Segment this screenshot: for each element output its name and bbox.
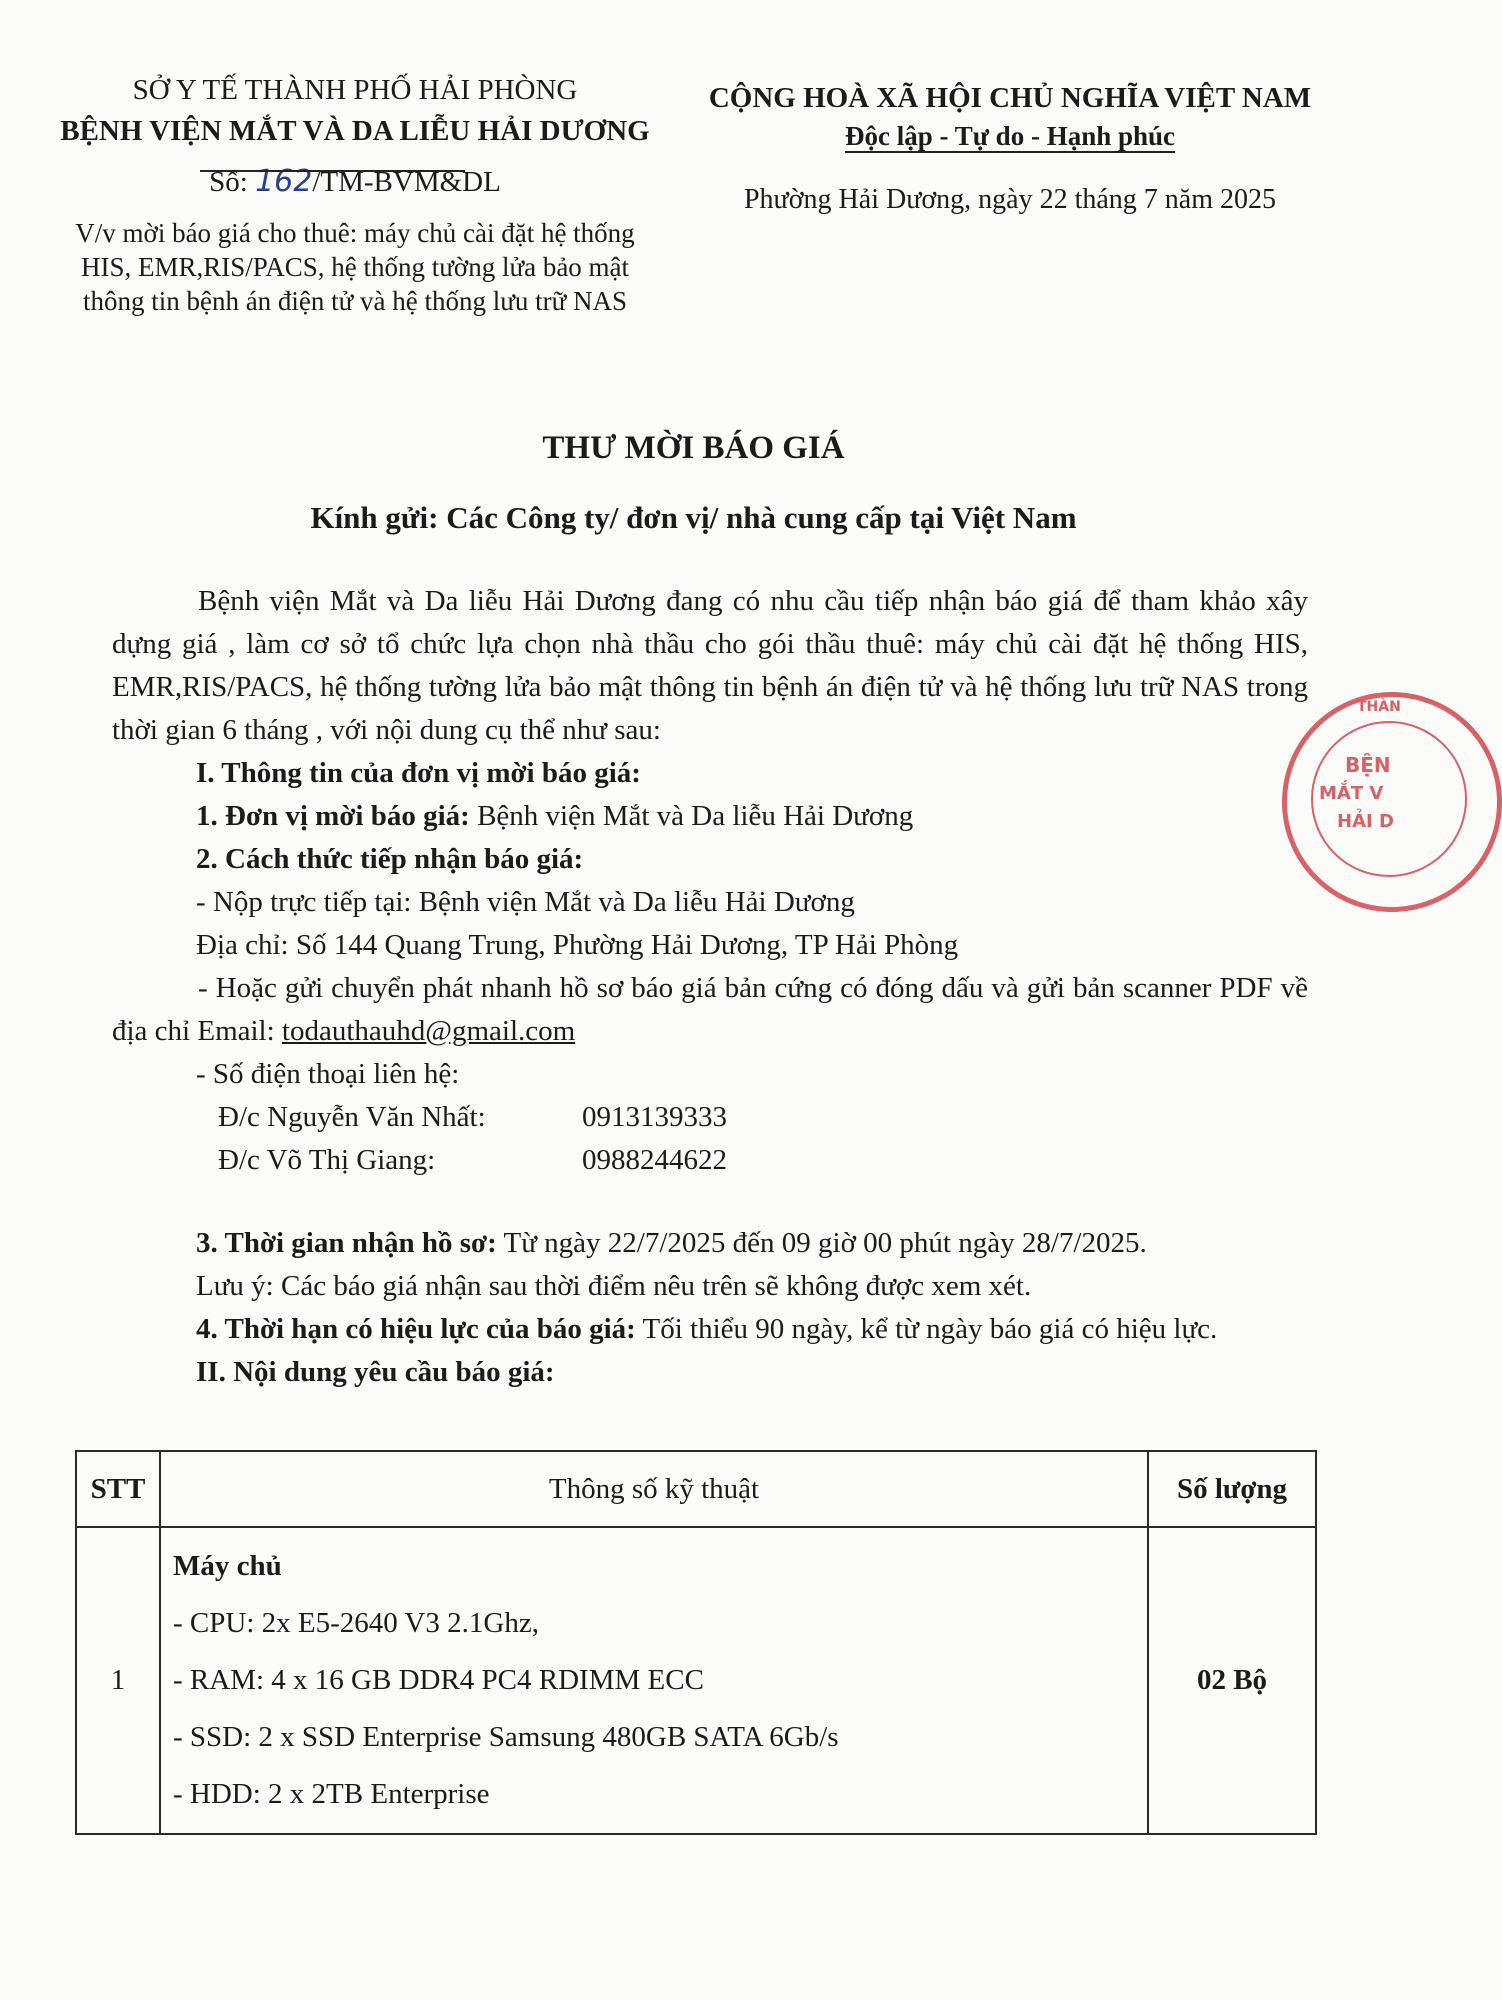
document-title: THƯ MỜI BÁO GIÁ: [542, 430, 845, 466]
document-subject: V/v mời báo giá cho thuê: máy chủ cài đặt hệ thống HIS, EMR,RIS/PACS, hệ thống tường lửa bảo mật thông tin bệnh án điện tử và hệ thống lưu trữ NAS: [75, 218, 635, 316]
letter-body: [112, 580, 1308, 1394]
column-header-specs: Thông số kỹ thuật: [160, 1451, 1148, 1527]
header-divider: [200, 170, 465, 172]
address: Địa chỉ: Số 144 Quang Trung, Phường Hải Dương, TP Hải Phòng: [196, 929, 959, 961]
issuer-block: [40, 70, 670, 318]
contact-phone: 0913139333: [582, 1101, 727, 1133]
place-date: Phường Hải Dương, ngày 22 tháng 7 năm 2025: [743, 184, 1277, 215]
column-header-stt: STT: [76, 1451, 160, 1527]
item-name: Máy chủ: [173, 1550, 282, 1582]
late-note: Lưu ý: Các báo giá nhận sau thời điểm nêu trên sẽ không được xem xét.: [196, 1270, 1032, 1302]
spec-line: - SSD: 2 x SSD Enterprise Samsung 480GB SATA 6Gb/s: [173, 1721, 839, 1753]
inviting-unit: 1. Đơn vị mời báo giá: Bệnh viện Mắt và Da liễu Hải Dương: [196, 800, 914, 832]
doc-no-suffix: /TM-BVM&DL: [312, 166, 501, 198]
receiving-method-heading: 2. Cách thức tiếp nhận báo giá:: [196, 843, 584, 875]
row-specs: [160, 1527, 1148, 1834]
courier-submission: - Hoặc gửi chuyển phát nhanh hồ sơ báo giá bản cứng có đóng dấu và gửi bản scanner PDF về địa chỉ Email: todauthauhd@gmail.com: [112, 972, 1308, 1047]
section2-heading: II. Nội dung yêu cầu báo giá:: [196, 1356, 555, 1388]
spec-table: [75, 1450, 1317, 1835]
contact-name: Đ/c Võ Thị Giang:: [218, 1144, 436, 1176]
national-header: [680, 78, 1340, 216]
national-motto: Độc lập - Tự do - Hạnh phúc: [844, 121, 1176, 151]
table-row: [76, 1527, 1316, 1834]
doc-no-handwritten: 162: [255, 164, 313, 199]
direct-submission: - Nộp trực tiếp tại: Bệnh viện Mắt và Da liễu Hải Dương: [196, 886, 855, 918]
table-header-row: [76, 1451, 1316, 1527]
row-stt: 1: [76, 1527, 160, 1834]
spec-line: - HDD: 2 x 2TB Enterprise: [173, 1778, 490, 1810]
validity-period: 4. Thời hạn có hiệu lực của báo giá: Tối thiểu 90 ngày, kể từ ngày báo giá có hiệu lực.: [196, 1313, 1218, 1345]
document-number: [40, 162, 670, 202]
recipient-line: Kính gửi: Các Công ty/ đơn vị/ nhà cung cấp tại Việt Nam: [310, 500, 1077, 535]
contact-name: Đ/c Nguyễn Văn Nhất:: [218, 1101, 486, 1133]
spec-line: - RAM: 4 x 16 GB DDR4 PC4 RDIMM ECC: [173, 1664, 704, 1696]
contact-row: [112, 1139, 1308, 1182]
official-seal: THÀN BỆN MẮT V HẢI D: [1282, 692, 1502, 912]
doc-no-prefix: Số:: [209, 166, 248, 198]
hospital-name: BỆNH VIỆN MẮT VÀ DA LIỄU HẢI DƯƠNG: [60, 115, 650, 147]
contact-phone: 0988244622: [582, 1144, 727, 1176]
phone-label: - Số điện thoại liên hệ:: [196, 1058, 460, 1090]
receiving-time: 3. Thời gian nhận hồ sơ: Từ ngày 22/7/2025 đến 09 giờ 00 phút ngày 28/7/2025.: [196, 1227, 1147, 1259]
spec-line: - CPU: 2x E5-2640 V3 2.1Ghz,: [173, 1607, 539, 1639]
email-link[interactable]: todauthauhd@gmail.com: [281, 1015, 576, 1047]
intro-paragraph: Bệnh viện Mắt và Da liễu Hải Dương đang có nhu cầu tiếp nhận báo giá để tham khảo xây dựng giá , làm cơ sở tổ chức lựa chọn nhà thầu cho gói thầu thuê: máy chủ cài đặt hệ thống HIS, EMR,RIS/PACS, hệ thống tường lửa bảo mật thông tin bệnh án điện tử và hệ thống lưu trữ NAS trong thời gian 6 tháng , với nội dung cụ thể như sau:: [112, 585, 1308, 746]
section1-heading: I. Thông tin của đơn vị mời báo giá:: [196, 757, 641, 789]
contact-row: [112, 1096, 1308, 1139]
republic-name: CỘNG HOÀ XÃ HỘI CHỦ NGHĨA VIỆT NAM: [708, 82, 1312, 114]
row-qty: 02 Bộ: [1148, 1527, 1316, 1834]
column-header-qty: Số lượng: [1148, 1451, 1316, 1527]
department-name: SỞ Y TẾ THÀNH PHỐ HẢI PHÒNG: [132, 74, 578, 106]
